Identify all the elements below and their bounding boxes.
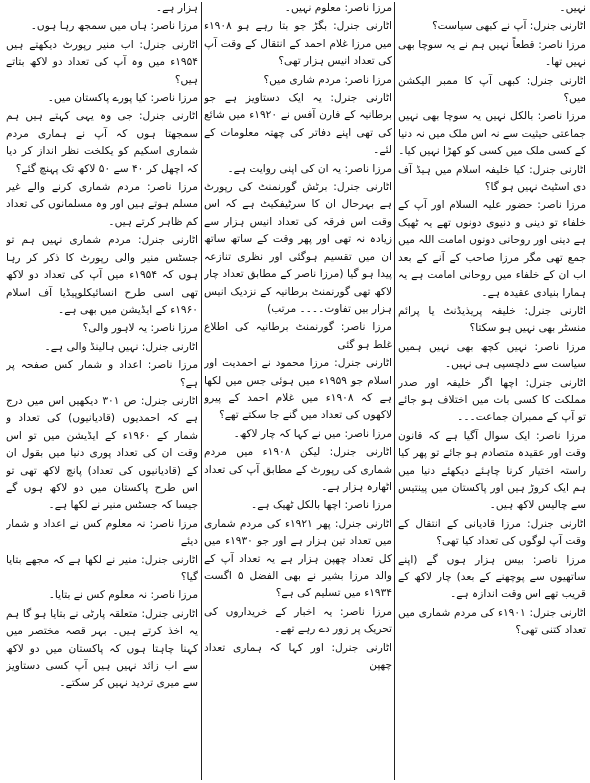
paragraph: اٹارنی جنرل: پھر ۱۹۲۱ء کی مردم شماری میں تعداد تین ہزار ہے اور جو ۱۹۳۰ء میں کل تعداد چھپن ہزار ہے یہ تعداد آپ کے والد مرزا بشیر نے بھی الفضل ۵ اگست ۱۹۳۴ء میں تسلیم کی ہے؟	[204, 517, 392, 600]
paragraph: اٹارنی جنرل: خلیفہ پریذیڈنٹ یا پرائم منسٹر بھی نہیں ہو سکتا؟	[398, 304, 586, 335]
paragraph: نہیں۔	[559, 2, 586, 14]
paragraph: مرزا ناصر: یہ ان کی اپنی روایت ہے۔	[227, 162, 392, 175]
paragraph: مرزا ناصر: اچھا بالکل ٹھیک ہے۔	[250, 499, 392, 512]
paragraph: مرزا ناصر: مردم شاری میں؟	[263, 73, 392, 86]
paragraph: مرزا ناصر: نہ معلوم کس نے بتایا۔	[48, 589, 198, 602]
column-divider-right	[394, 2, 395, 780]
paragraph: اٹارنی جنرل: مردم شماری نہیں ہم تو جسٹس منیر والی رپورٹ کا ذکر کر رہا ہوں کہ ۱۹۵۴ء میں آپ کی تعداد دو لاکھ تھی اسی طرح انسائیکلوپیڈیا آف اسلام ۱۹۶۰ء کے ایڈیشن میں بھی ہے۔	[6, 234, 198, 316]
paragraph: مرزا ناصر: بیس ہزار ہوں گے (اپنے ساتھیوں سے پوچھنے کے بعد) چار لاکھ کے قریب تھے اس وقت اندازہ ہے۔	[398, 553, 586, 601]
paragraph: اٹارنی جنرل: آپ نے کبھی سیاست؟	[432, 20, 586, 33]
paragraph: اٹارنی جنرل: مرزا محمود نے احمدیت اور اسلام جو ۱۹۵۹ء میں ہوئی جس میں لکھا ہے کہ ۱۹۰۸ء میں غلام احمد کے پیرو لاکھوں کی تعداد میں گنے جا سکتے تھے؟	[204, 357, 392, 422]
paragraph: مرزا ناصر: یہ لاہور والی؟	[82, 322, 198, 335]
paragraph: مرزا ناصر: کیا پورے پاکستان میں۔	[47, 92, 198, 105]
paragraph: اٹارنی جنرل: مرزا قادیانی کے انتقال کے وقت آپ لوگوں کی تعداد کیا تھی؟	[398, 517, 586, 548]
paragraph: اٹارنی جنرل: نہیں ہالینڈ والی ہے۔	[44, 340, 198, 353]
paragraph: اٹارنی جنرل: ۱۹۰۱ء کی مردم شماری میں تعداد کتنی تھی؟	[398, 606, 586, 637]
paragraph: مرزا ناصر: قطعاً نہیں ہم نے یہ سوچا بھی نہیں تھا۔	[398, 38, 586, 69]
paragraph: اٹارنی جنرل: اچھا اگر خلیفہ اور صدر مملکت کا کسی بات میں اختلاف ہو جائے تو آپ کے ممبران جماعت۔۔۔	[398, 376, 586, 424]
paragraph: مرزا ناصر: مردم شماری کرنے والے غیر مسلم ہوتے ہیں اور وہ مسلمانوں کی تعداد کم ظاہر کرتے ہیں۔	[6, 181, 198, 228]
paragraph: مرزا ناصر: ہاں میں سمجھ رہا ہوں۔	[30, 20, 198, 33]
paragraph: اٹارنی جنرل: بگڑ جو بتا رہے ہو ۱۹۰۸ء میں مرزا غلام احمد کے انتقال کے وقت آپ کی تعداد انیس ہزار تھی؟	[204, 20, 392, 68]
paragraph: اٹارنی جنرل: کبھی آپ کا ممبر الیکشن میں؟	[398, 74, 586, 105]
paragraph: اٹارنی جنرل: منیر نے لکھا ہے کہ مجھے بتایا گیا؟	[6, 553, 198, 583]
text-column-middle	[204, 0, 392, 783]
paragraph: اٹارنی جنرل: برٹش گورنمنٹ کی رپورٹ ہے بہرحال ان کا سرٹیفکیٹ ہے کہ اس وقت اس فرقہ کی تعداد انیس ہزار سے زیادہ نہ تھی اور پھر وقت کے ساتھ ساتھ ان میں تقسیم ہوگئی اور نظری تنازعہ پیدا ہو گیا (مرزا ناصر کے مطابق تعداد چار لاکھ تھی گورنمنٹ برطانیہ کے نزدیک انیس ہزار بیں تفاوت۔۔۔۔ مرتب)	[204, 181, 392, 315]
paragraph: ہزار ہے۔	[155, 2, 198, 14]
paragraph: اٹارنی جنرل: یہ ایک دستاویز ہے جو برطانیہ کے فارن آفس نے ۱۹۲۰ء میں شائع کی تھی اپنے دفاتر کی چھتہ معلومات کے لئے۔	[204, 92, 392, 157]
paragraph: اٹارنی جنرل: کیا خلیفہ اسلام میں ہیڈ آف دی اسٹیٹ نہیں ہو گا؟	[398, 163, 586, 194]
text-column-left	[6, 0, 198, 783]
paragraph: مرزا ناصر: نہیں کچھ بھی نہیں ہمیں سیاست سے دلچسپی ہی نہیں۔	[398, 340, 586, 371]
text-column-right	[398, 0, 586, 783]
paragraph: مرزا ناصر: اعداد و شمار کس صفحہ پر ہے؟	[6, 359, 198, 389]
paragraph: مرزا ناصر: گورنمنٹ برطانیہ کی اطلاع غلط ہو گئی	[204, 321, 392, 351]
paragraph: اٹارنی جنرل: لیکن ۱۹۰۸ء میں مردم شماری کی رپورٹ کے مطابق آپ کی تعداد اٹھارہ ہزار ہے۔	[204, 446, 392, 493]
paragraph: اٹارنی جنرل: جی وہ یہی کہتے ہیں ہم سمجھتا ہوں کہ آپ نے ہماری مردم شماری اسکیم کو یکلخت نظر انداز کر دیا کہ اچھل کر ۴۰ سے ۵۰ لاکھ تک پہنچ گئے؟	[6, 110, 198, 175]
paragraph: مرزا ناصر: نہ معلوم کس نے اعداد و شمار دیئے	[6, 517, 198, 548]
paragraph: اٹارنی جنرل: اب منیر رپورٹ دیکھتے ہیں ۱۹۵۴ء میں وہ آپ کی تعداد دو لاکھ بتاتے ہیں؟	[6, 38, 198, 86]
paragraph: مرزا ناصر: ایک سوال آگیا ہے کہ قانون وقت اور عقیدہ متصادم ہو جائے تو پھر کیا راستہ اختیار کرنا چاہئے دیکھئے دنیا میں ہم ایک کروڑ ہیں اور پاکستان میں پینتیس سے چالیس لاکھ ہیں۔	[398, 429, 586, 512]
paragraph: مرزا ناصر: میں نے کہا کہ چار لاکھ۔	[233, 427, 392, 440]
paragraph: مرزا ناصر: حضور علیہ السلام اور آپ کے خلفاء تو دینی و دنیوی دونوں تھے یہ ٹھیک ہے دینی اور روحانی دونوں امامت اللہ میں جمع تھی مگر مرزا صاحب کے آنے کے بعد اب ان کے خلفاء میں روحانی امامت ہے یہ ہمارا بنیادی عقیدہ ہے۔	[398, 199, 586, 299]
paragraph: اٹارنی جنرل: ص ۳۰۱ دیکھیں اس میں درج ہے کہ احمدیوں (قادیانیوں) کی تعداد و شمار کے ۱۹۶۰ء کے ایڈیشن میں تو اس وقت ان کی تعداد پوری دنیا میں بقول ان کے (قادیانیوں کی تعداد) پانچ لاکھ تھی تو اس طرح پاکستان میں دو لاکھ ہوں گے جیسا کہ جسٹس منیر نے لکھا ہے۔	[6, 394, 198, 512]
paragraph: اٹارنی جنرل: متعلقہ پارٹی نے بتایا ہو گا ہم یہ اخذ کرتے ہیں۔ بہر قصہ مختصر میں کہنا چاہتا ہوں کہ پاکستان میں دو لاکھ سے اب زائد نہیں ہیں آپ کسی دستاویز سے میری تردید نہیں کر سکتے۔	[6, 607, 198, 690]
column-divider-left	[201, 2, 202, 780]
paragraph: مرزا ناصر: معلوم نہیں۔	[284, 2, 392, 14]
paragraph: مرزا ناصر: یہ اخبار کے خریداروں کی تحریک پر زور دے رہے تھے۔	[204, 605, 392, 636]
paragraph: مرزا ناصر: بالکل نہیں یہ سوچا بھی نہیں جماعتی حیثیت سے نہ اس ملک میں نہ دنیا کے کسی ملک میں کسی کو کھڑا نہیں کیا۔	[398, 110, 586, 158]
paragraph: اٹارنی جنرل: اور کہا کہ ہماری تعداد چھپن	[204, 641, 392, 672]
